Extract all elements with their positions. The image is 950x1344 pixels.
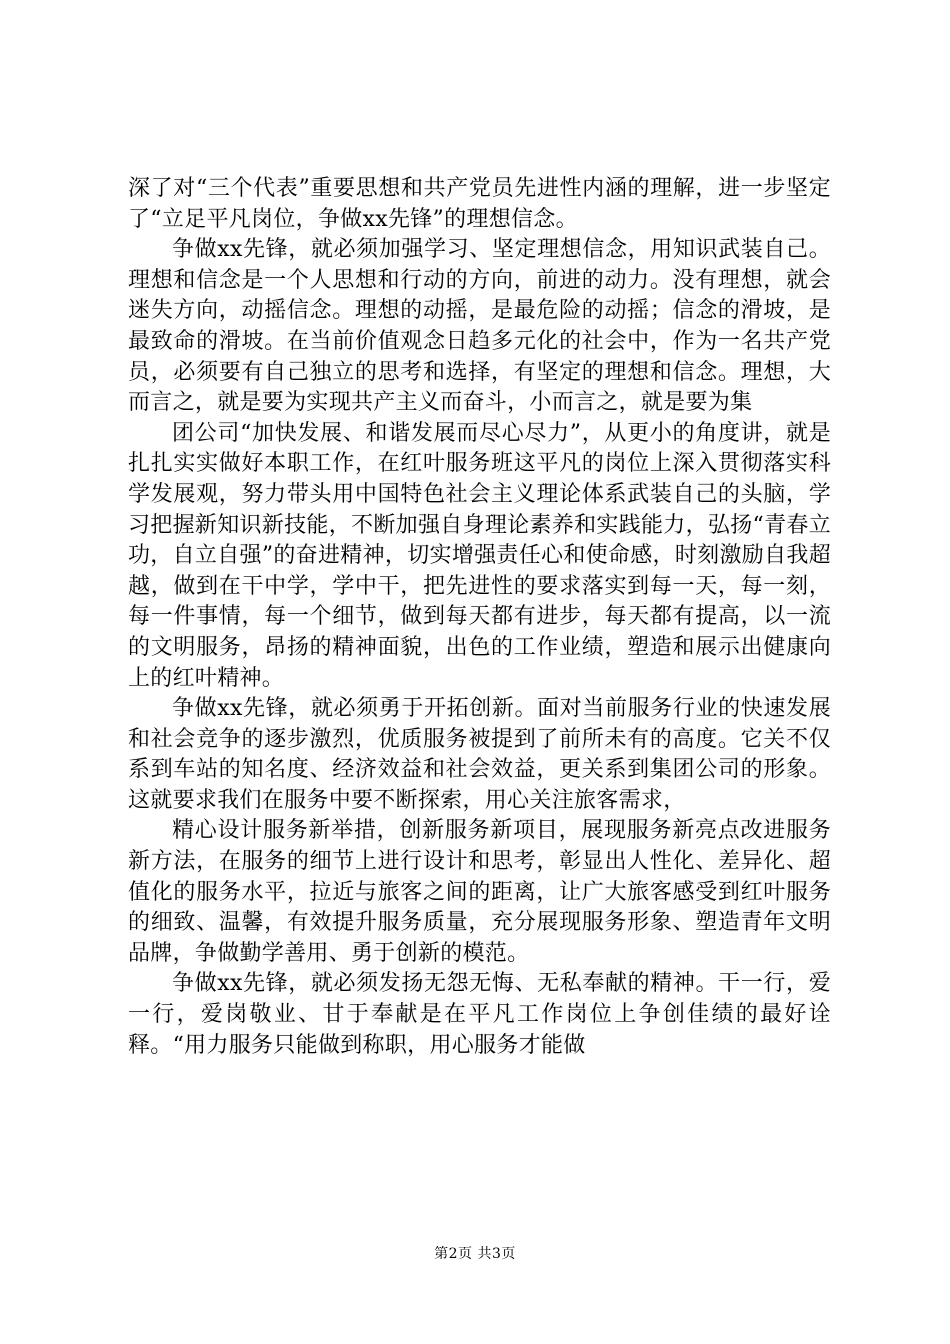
paragraph-1: 深了对“三个代表”重要思想和共产党员先进性内涵的理解，进一步坚定了“立足平凡岗位，争做xx先锋”的理想信念。 [128,176,831,232]
paragraph-5: 精心设计服务新举措，创新服务新项目，展现服务新亮点改进服务新方法，在服务的细节上进行设计和思考，彰显出人性化、差异化、超值化的服务水平，拉近与旅客之间的距离，让广大旅客感受到红叶服务的细致、温馨，有效提升服务质量，充分展现服务形象、塑造青年文明品牌，争做勤学善用、勇于创新的模范。 [128,818,831,966]
paragraph-6: 争做xx先锋，就必须发扬无怨无悔、无私奉献的精神。干一行，爱一行，爱岗敬业、甘于奉献是在平凡工作岗位上争创佳绩的最好诠释。“用力服务只能做到称职，用心服务才能做 [128,971,831,1058]
body-text [128,174,831,1061]
page-footer: 第2页 共3页 [434,1246,516,1262]
paragraph-4: 争做xx先锋，就必须勇于开拓创新。面对当前服务行业的快速发展和社会竞争的逐步激烈，优质服务被提到了前所未有的高度。它关不仅系到车站的知名度、经济效益和社会效益，更关系到集团公司的形象。这就要求我们在服务中要不断探索，用心关注旅客需求， [128,696,831,813]
paragraph-2: 争做xx先锋，就必须加强学习、坚定理想信念，用知识武装自己。理想和信念是一个人思想和行动的方向，前进的动力。没有理想，就会迷失方向，动摇信念。理想的动摇，是最危险的动摇；信念的滑坡，是最致命的滑坡。在当前价值观念日趋多元化的社会中，作为一名共产党员，必须要有自己独立的思考和选择，有坚定的理想和信念。理想，大而言之，就是要为实现共产主义而奋斗，小而言之，就是要为集 [128,237,831,416]
paragraph-3: 团公司“加快发展、和谐发展而尽心尽力”，从更小的角度讲，就是扎扎实实做好本职工作，在红叶服务班这平凡的岗位上深入贯彻落实科学发展观，努力带头用中国特色社会主义理论体系武装自己的头脑，学习把握新知识新技能，不断加强自身理论素养和实践能力，弘扬“青春立功，自立自强”的奋进精神，切实增强责任心和使命感，时刻激励自我超越，做到在干中学，学中干，把先进性的要求落实到每一天，每一刻，每一件事情，每一个细节，做到每天都有进步，每天都有提高，以一流的文明服务，昂扬的精神面貌，出色的工作业绩，塑造和展示出健康向上的红叶精神。 [128,420,831,691]
